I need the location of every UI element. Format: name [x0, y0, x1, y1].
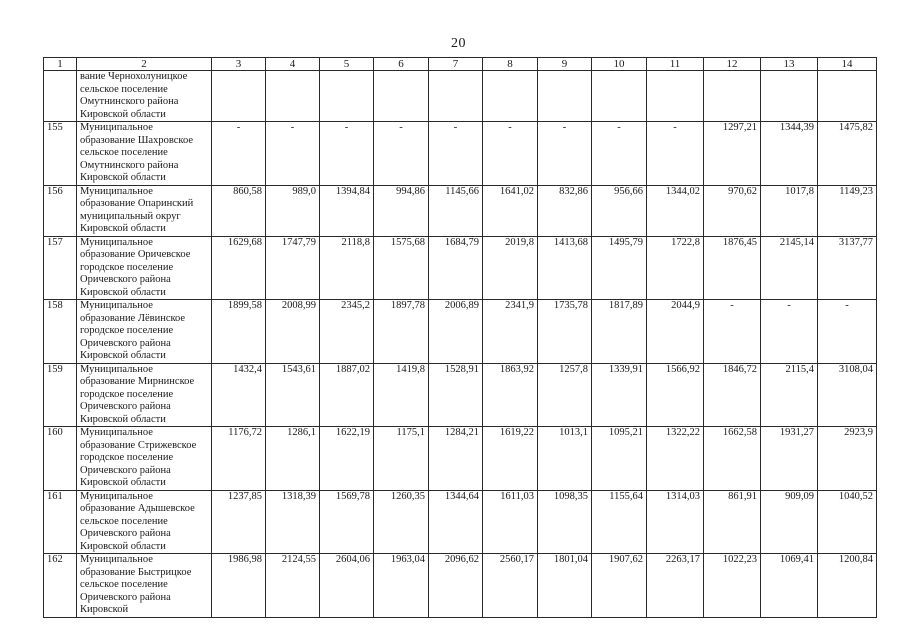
value-cell: 1344,39: [761, 122, 818, 186]
value-cell: 1662,58: [704, 427, 761, 491]
value-cell: 3108,04: [818, 363, 877, 427]
value-cell: 1543,61: [266, 363, 320, 427]
value-cell: [374, 71, 429, 122]
value-cell: 1149,23: [818, 185, 877, 236]
row-number-cell: 162: [44, 554, 77, 618]
municipality-name-cell: Муниципальное образование Лёвинское городское поселение Оричевского района Кировской области: [77, 300, 212, 364]
column-header: 10: [592, 58, 647, 71]
value-cell: 1413,68: [538, 236, 592, 300]
value-cell: 1175,1: [374, 427, 429, 491]
value-cell: 1286,1: [266, 427, 320, 491]
value-cell: [761, 71, 818, 122]
column-header: 14: [818, 58, 877, 71]
value-cell: [818, 71, 877, 122]
tariff-table: [43, 57, 877, 618]
value-cell: 1629,68: [212, 236, 266, 300]
value-cell: 860,58: [212, 185, 266, 236]
row-number-cell: 158: [44, 300, 77, 364]
table-row: [44, 490, 877, 554]
value-cell: 1722,8: [647, 236, 704, 300]
table-row: [44, 554, 877, 618]
municipality-name-cell: Муниципальное образование Шахровское сельское поселение Омутнинского района Кировской области: [77, 122, 212, 186]
value-cell: [320, 71, 374, 122]
value-cell: 2008,99: [266, 300, 320, 364]
value-cell: 1200,84: [818, 554, 877, 618]
value-cell: 1419,8: [374, 363, 429, 427]
column-header: 8: [483, 58, 538, 71]
value-cell: 1237,85: [212, 490, 266, 554]
value-cell: 1876,45: [704, 236, 761, 300]
value-cell: 1344,64: [429, 490, 483, 554]
table-row: [44, 185, 877, 236]
column-header: 3: [212, 58, 266, 71]
value-cell: [483, 71, 538, 122]
value-cell: -: [320, 122, 374, 186]
value-cell: 2115,4: [761, 363, 818, 427]
value-cell: 1863,92: [483, 363, 538, 427]
value-cell: -: [647, 122, 704, 186]
row-number-cell: [44, 71, 77, 122]
value-cell: 1641,02: [483, 185, 538, 236]
value-cell: 909,09: [761, 490, 818, 554]
value-cell: 1907,62: [592, 554, 647, 618]
municipality-name-cell: Муниципальное образование Адышевское сельское поселение Оричевского района Кировской области: [77, 490, 212, 554]
value-cell: 1322,22: [647, 427, 704, 491]
value-cell: -: [592, 122, 647, 186]
value-cell: -: [818, 300, 877, 364]
value-cell: 1284,21: [429, 427, 483, 491]
value-cell: [429, 71, 483, 122]
value-cell: -: [429, 122, 483, 186]
row-number-cell: 156: [44, 185, 77, 236]
header-row: [44, 58, 877, 71]
page-number: 20: [451, 36, 466, 51]
value-cell: 2145,14: [761, 236, 818, 300]
value-cell: 1013,1: [538, 427, 592, 491]
municipality-name-cell: Муниципальное образование Стрижевское городское поселение Оричевского района Кировской области: [77, 427, 212, 491]
column-header: 4: [266, 58, 320, 71]
value-cell: 1963,04: [374, 554, 429, 618]
value-cell: 1931,27: [761, 427, 818, 491]
column-header: 9: [538, 58, 592, 71]
value-cell: 994,86: [374, 185, 429, 236]
value-cell: 1566,92: [647, 363, 704, 427]
value-cell: 1575,68: [374, 236, 429, 300]
value-cell: 989,0: [266, 185, 320, 236]
column-header: 11: [647, 58, 704, 71]
value-cell: 1022,23: [704, 554, 761, 618]
table-body: [44, 71, 877, 618]
value-cell: 1495,79: [592, 236, 647, 300]
value-cell: 1155,64: [592, 490, 647, 554]
value-cell: 1528,91: [429, 363, 483, 427]
value-cell: 1145,66: [429, 185, 483, 236]
table-row: [44, 363, 877, 427]
table-row: [44, 427, 877, 491]
value-cell: 956,66: [592, 185, 647, 236]
value-cell: 2341,9: [483, 300, 538, 364]
value-cell: 2019,8: [483, 236, 538, 300]
value-cell: 1887,02: [320, 363, 374, 427]
value-cell: 1069,41: [761, 554, 818, 618]
municipality-name-cell: Муниципальное образование Мирнинское городское поселение Оричевского района Кировской области: [77, 363, 212, 427]
value-cell: 861,91: [704, 490, 761, 554]
table-row: [44, 71, 877, 122]
value-cell: 1684,79: [429, 236, 483, 300]
municipality-name-cell: Муниципальное образование Быстрицкое сельское поселение Оричевского района Кировской: [77, 554, 212, 618]
value-cell: 2096,62: [429, 554, 483, 618]
column-header: 13: [761, 58, 818, 71]
row-number-cell: 161: [44, 490, 77, 554]
value-cell: 970,62: [704, 185, 761, 236]
value-cell: 1260,35: [374, 490, 429, 554]
value-cell: 1040,52: [818, 490, 877, 554]
value-cell: 2923,9: [818, 427, 877, 491]
value-cell: 2345,2: [320, 300, 374, 364]
column-header: 1: [44, 58, 77, 71]
value-cell: 1339,91: [592, 363, 647, 427]
value-cell: -: [374, 122, 429, 186]
value-cell: 1098,35: [538, 490, 592, 554]
value-cell: 1314,03: [647, 490, 704, 554]
table-row: [44, 236, 877, 300]
column-header: 6: [374, 58, 429, 71]
value-cell: [704, 71, 761, 122]
value-cell: 1475,82: [818, 122, 877, 186]
value-cell: 1986,98: [212, 554, 266, 618]
column-header: 12: [704, 58, 761, 71]
value-cell: 1297,21: [704, 122, 761, 186]
value-cell: [647, 71, 704, 122]
value-cell: 1394,84: [320, 185, 374, 236]
row-number-cell: 157: [44, 236, 77, 300]
value-cell: [212, 71, 266, 122]
column-header: 5: [320, 58, 374, 71]
value-cell: -: [761, 300, 818, 364]
value-cell: 1432,4: [212, 363, 266, 427]
table-row: [44, 300, 877, 364]
value-cell: -: [483, 122, 538, 186]
value-cell: 1569,78: [320, 490, 374, 554]
value-cell: 1897,78: [374, 300, 429, 364]
column-header: 2: [77, 58, 212, 71]
value-cell: 1622,19: [320, 427, 374, 491]
value-cell: 1619,22: [483, 427, 538, 491]
value-cell: 3137,77: [818, 236, 877, 300]
value-cell: 1095,21: [592, 427, 647, 491]
value-cell: -: [704, 300, 761, 364]
value-cell: 1899,58: [212, 300, 266, 364]
value-cell: 2124,55: [266, 554, 320, 618]
value-cell: [266, 71, 320, 122]
value-cell: 832,86: [538, 185, 592, 236]
value-cell: 2044,9: [647, 300, 704, 364]
value-cell: -: [538, 122, 592, 186]
value-cell: 2118,8: [320, 236, 374, 300]
table-header: [44, 58, 877, 71]
municipality-name-cell: Муниципальное образование Оричевское городское поселение Оричевского района Кировской области: [77, 236, 212, 300]
value-cell: 2263,17: [647, 554, 704, 618]
value-cell: 2560,17: [483, 554, 538, 618]
value-cell: 1344,02: [647, 185, 704, 236]
municipality-name-cell: вание Чернохолуницкое сельское поселение Омутнинского района Кировской области: [77, 71, 212, 122]
value-cell: 1318,39: [266, 490, 320, 554]
row-number-cell: 160: [44, 427, 77, 491]
table-row: [44, 122, 877, 186]
value-cell: 1817,89: [592, 300, 647, 364]
value-cell: -: [212, 122, 266, 186]
value-cell: [538, 71, 592, 122]
value-cell: 1017,8: [761, 185, 818, 236]
value-cell: [592, 71, 647, 122]
value-cell: 1735,78: [538, 300, 592, 364]
value-cell: 1801,04: [538, 554, 592, 618]
row-number-cell: 159: [44, 363, 77, 427]
column-header: 7: [429, 58, 483, 71]
value-cell: 1611,03: [483, 490, 538, 554]
value-cell: 1257,8: [538, 363, 592, 427]
value-cell: 2006,89: [429, 300, 483, 364]
municipality-name-cell: Муниципальное образование Опаринский муниципальный округ Кировской области: [77, 185, 212, 236]
value-cell: 1176,72: [212, 427, 266, 491]
row-number-cell: 155: [44, 122, 77, 186]
value-cell: -: [266, 122, 320, 186]
value-cell: 1747,79: [266, 236, 320, 300]
value-cell: 1846,72: [704, 363, 761, 427]
value-cell: 2604,06: [320, 554, 374, 618]
